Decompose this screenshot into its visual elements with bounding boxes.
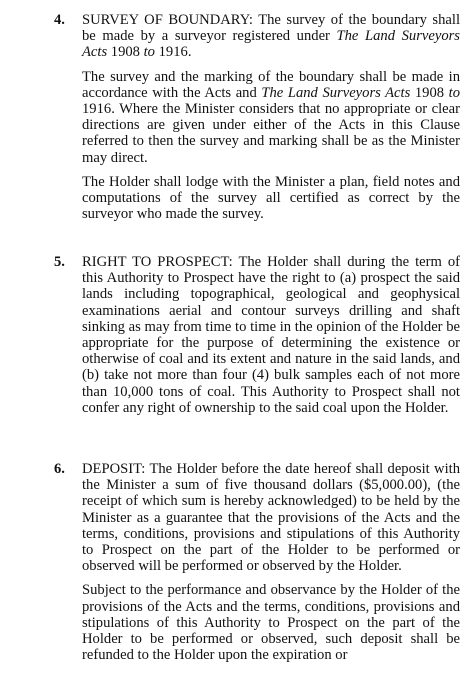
clause-body — [82, 254, 460, 416]
text-run: 1916. Where the Minister considers that no appropriate or clear directions are given under either of the Acts in this Clause referred to then the survey and marking shall be as the Minister may direct. — [82, 101, 460, 166]
clause-paragraph — [82, 174, 460, 223]
italic-run: The Land Surveyors Acts — [261, 84, 411, 101]
text-run: 1916. — [154, 44, 192, 61]
italic-run: to — [448, 84, 460, 101]
italic-run: to — [143, 44, 155, 61]
clause-body — [82, 12, 460, 222]
text-run: Subject to the performance and observance by the Holder of the provisions of the Acts and the terms, conditions, provisions and stipulations of this Authority to Prospect on the part of the Holder to be performed or observed, such deposit shall be refunded to the Holder upon the expiration or — [82, 582, 460, 664]
clause-number: 4. — [54, 12, 65, 28]
clause-number: 6. — [54, 461, 65, 477]
italic-run: The Land Surveyors Acts — [82, 28, 460, 61]
clause-paragraph — [82, 461, 460, 574]
text-run: DEPOSIT: The Holder before the date hereof shall deposit with the Minister a sum of five thousand dollars ($5,000.00), (the receipt of which sum is hereby acknowledged) to be held by the Minister as a guarantee that the provisions of the Acts and the terms, conditions, provisions and stipulations of this Authority to Prospect on the part of the Holder to be performed or observed will be performed or observed by the Holder. — [82, 461, 460, 575]
clause-paragraph — [82, 69, 460, 166]
text-run: 1908 — [107, 44, 144, 61]
text-run: SURVEY OF BOUNDARY: The survey of the boundary shall be made by a surveyor registered under — [82, 12, 460, 45]
clause-paragraph — [82, 582, 460, 663]
clause-body — [82, 461, 460, 663]
text-run: The survey and the marking of the boundary shall be made in accordance with the Acts and — [82, 68, 460, 101]
clause-paragraph — [82, 254, 460, 416]
clause-paragraph — [82, 12, 460, 61]
text-run: The Holder shall lodge with the Minister a plan, field notes and computations of the survey all certified as correct by the surveyor who made the survey. — [82, 173, 460, 223]
text-run: 1908 — [410, 84, 449, 101]
text-run: RIGHT TO PROSPECT: The Holder shall during the term of this Authority to Prospect have the right to (a) prospect the said lands including topographical, geological and geophysical examinations aerial and contour surveys drilling and shaft sinking as may from time to time in the opinion of the Holder be appropriate for the purpose of determining the existence or otherwise of coal and its extent and nature in the said lands, and (b) take not more than four (4) bulk samples each of not more than 10,000 tons of coal. This Authority to Prospect shall not confer any right of ownership to the said coal upon the Holder. — [82, 254, 460, 416]
clause-number: 5. — [54, 254, 65, 270]
